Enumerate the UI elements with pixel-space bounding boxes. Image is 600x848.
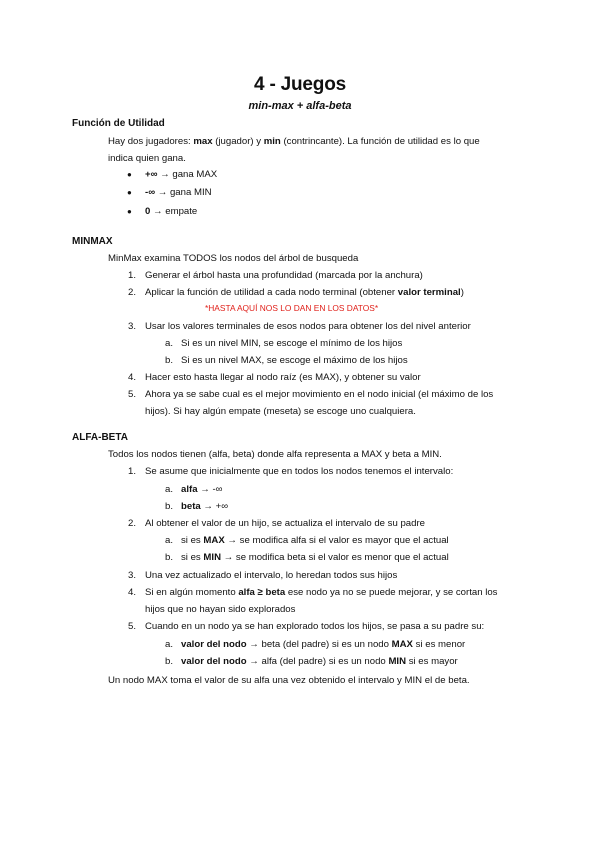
alfabeta-step-2a: si es MAX → se modifica alfa si el valor es mayor que el actual <box>181 535 449 546</box>
list-number: 4. <box>127 372 136 383</box>
minmax-step-3a: Si es un nivel MIN, se escoge el mínimo de los hijos <box>181 338 403 349</box>
section-heading-utilidad: Función de Utilidad <box>72 118 165 129</box>
bullet-icon: ● <box>127 207 132 216</box>
bullet-icon: ● <box>127 170 132 179</box>
minmax-intro: MinMax examina TODOS los nodos del árbol de busqueda <box>108 253 359 264</box>
bullet-icon: ● <box>127 188 132 197</box>
section-heading-minmax: MINMAX <box>72 236 113 247</box>
alfabeta-intro: Todos los nodos tienen (alfa, beta) donde alfa representa a MAX y beta a MIN. <box>108 449 442 460</box>
section-heading-alfabeta: ALFA-BETA <box>72 432 128 443</box>
alfabeta-step-1: Se asume que inicialmente que en todos los nodos tenemos el intervalo: <box>145 466 454 477</box>
minmax-step-2: Aplicar la función de utilidad a cada nodo terminal (obtener valor terminal) <box>145 287 464 298</box>
list-number: 2. <box>127 518 136 529</box>
minmax-step-3: Usar los valores terminales de esos nodos para obtener los del nivel anterior <box>145 321 471 332</box>
minmax-note: *HASTA AQUÍ NOS LO DAN EN LOS DATOS* <box>205 303 379 313</box>
list-letter: b. <box>164 552 173 563</box>
list-number: 5. <box>127 389 136 400</box>
list-number: 1. <box>127 270 136 281</box>
alfabeta-step-1a: alfa → -∞ <box>181 484 223 495</box>
alfabeta-step-5b: valor del nodo → alfa (del padre) si es un nodo MIN si es mayor <box>181 656 458 667</box>
list-number: 3. <box>127 570 136 581</box>
list-number: 2. <box>127 287 136 298</box>
minmax-step-4: Hacer esto hasta llegar al nodo raíz (es MAX), y obtener su valor <box>145 372 421 383</box>
list-number: 1. <box>127 466 136 477</box>
utilidad-bullet: +∞ → gana MAX <box>145 169 218 180</box>
alfabeta-step-1b: beta → +∞ <box>181 501 229 512</box>
minmax-step-3b: Si es un nivel MAX, se escoge el máximo de los hijos <box>181 355 408 366</box>
alfabeta-step-3: Una vez actualizado el intervalo, lo heredan todos sus hijos <box>145 570 398 581</box>
list-letter: b. <box>164 501 173 512</box>
page-title: 4 - Juegos <box>254 74 346 95</box>
alfabeta-step-2b: si es MIN → se modifica beta si el valor es menor que el actual <box>181 552 449 563</box>
utilidad-intro: Hay dos jugadores: max (jugador) y min (contrincante). La función de utilidad es lo que <box>108 136 480 147</box>
minmax-step-1: Generar el árbol hasta una profundidad (marcada por la anchura) <box>145 270 423 281</box>
alfabeta-step-5: Cuando en un nodo ya se han explorado todos los hijos, se pasa a su padre su: <box>145 621 485 632</box>
list-letter: b. <box>164 656 173 667</box>
alfabeta-step-5a: valor del nodo → beta (del padre) si es un nodo MAX si es menor <box>181 639 466 650</box>
list-number: 3. <box>127 321 136 332</box>
minmax-step-5-line2: hijos). Si hay algún empate (meseta) se escoge uno cualquiera. <box>145 406 416 417</box>
list-letter: a. <box>164 639 173 650</box>
utilidad-bullet: -∞ → gana MIN <box>145 187 212 198</box>
alfabeta-closing: Un nodo MAX toma el valor de su alfa una vez obtenido el intervalo y MIN el de beta. <box>108 675 470 686</box>
list-letter: a. <box>164 535 173 546</box>
alfabeta-step-2: Al obtener el valor de un hijo, se actualiza el intervalo de su padre <box>145 518 425 529</box>
list-letter: b. <box>164 355 173 366</box>
minmax-step-5: Ahora ya se sabe cual es el mejor movimiento en el nodo inicial (el máximo de los <box>145 389 494 400</box>
utilidad-bullet: 0 → empate <box>145 206 198 217</box>
utilidad-intro-line2: indica quien gana. <box>108 153 186 164</box>
list-number: 5. <box>127 621 136 632</box>
list-letter: a. <box>164 484 173 495</box>
alfabeta-step-4-line2: hijos que no hayan sido explorados <box>145 604 296 615</box>
alfabeta-step-4: Si en algún momento alfa ≥ beta ese nodo ya no se puede mejorar, y se cortan los <box>145 587 498 598</box>
list-letter: a. <box>164 338 173 349</box>
list-number: 4. <box>127 587 136 598</box>
page-subtitle: min-max + alfa-beta <box>248 100 352 112</box>
